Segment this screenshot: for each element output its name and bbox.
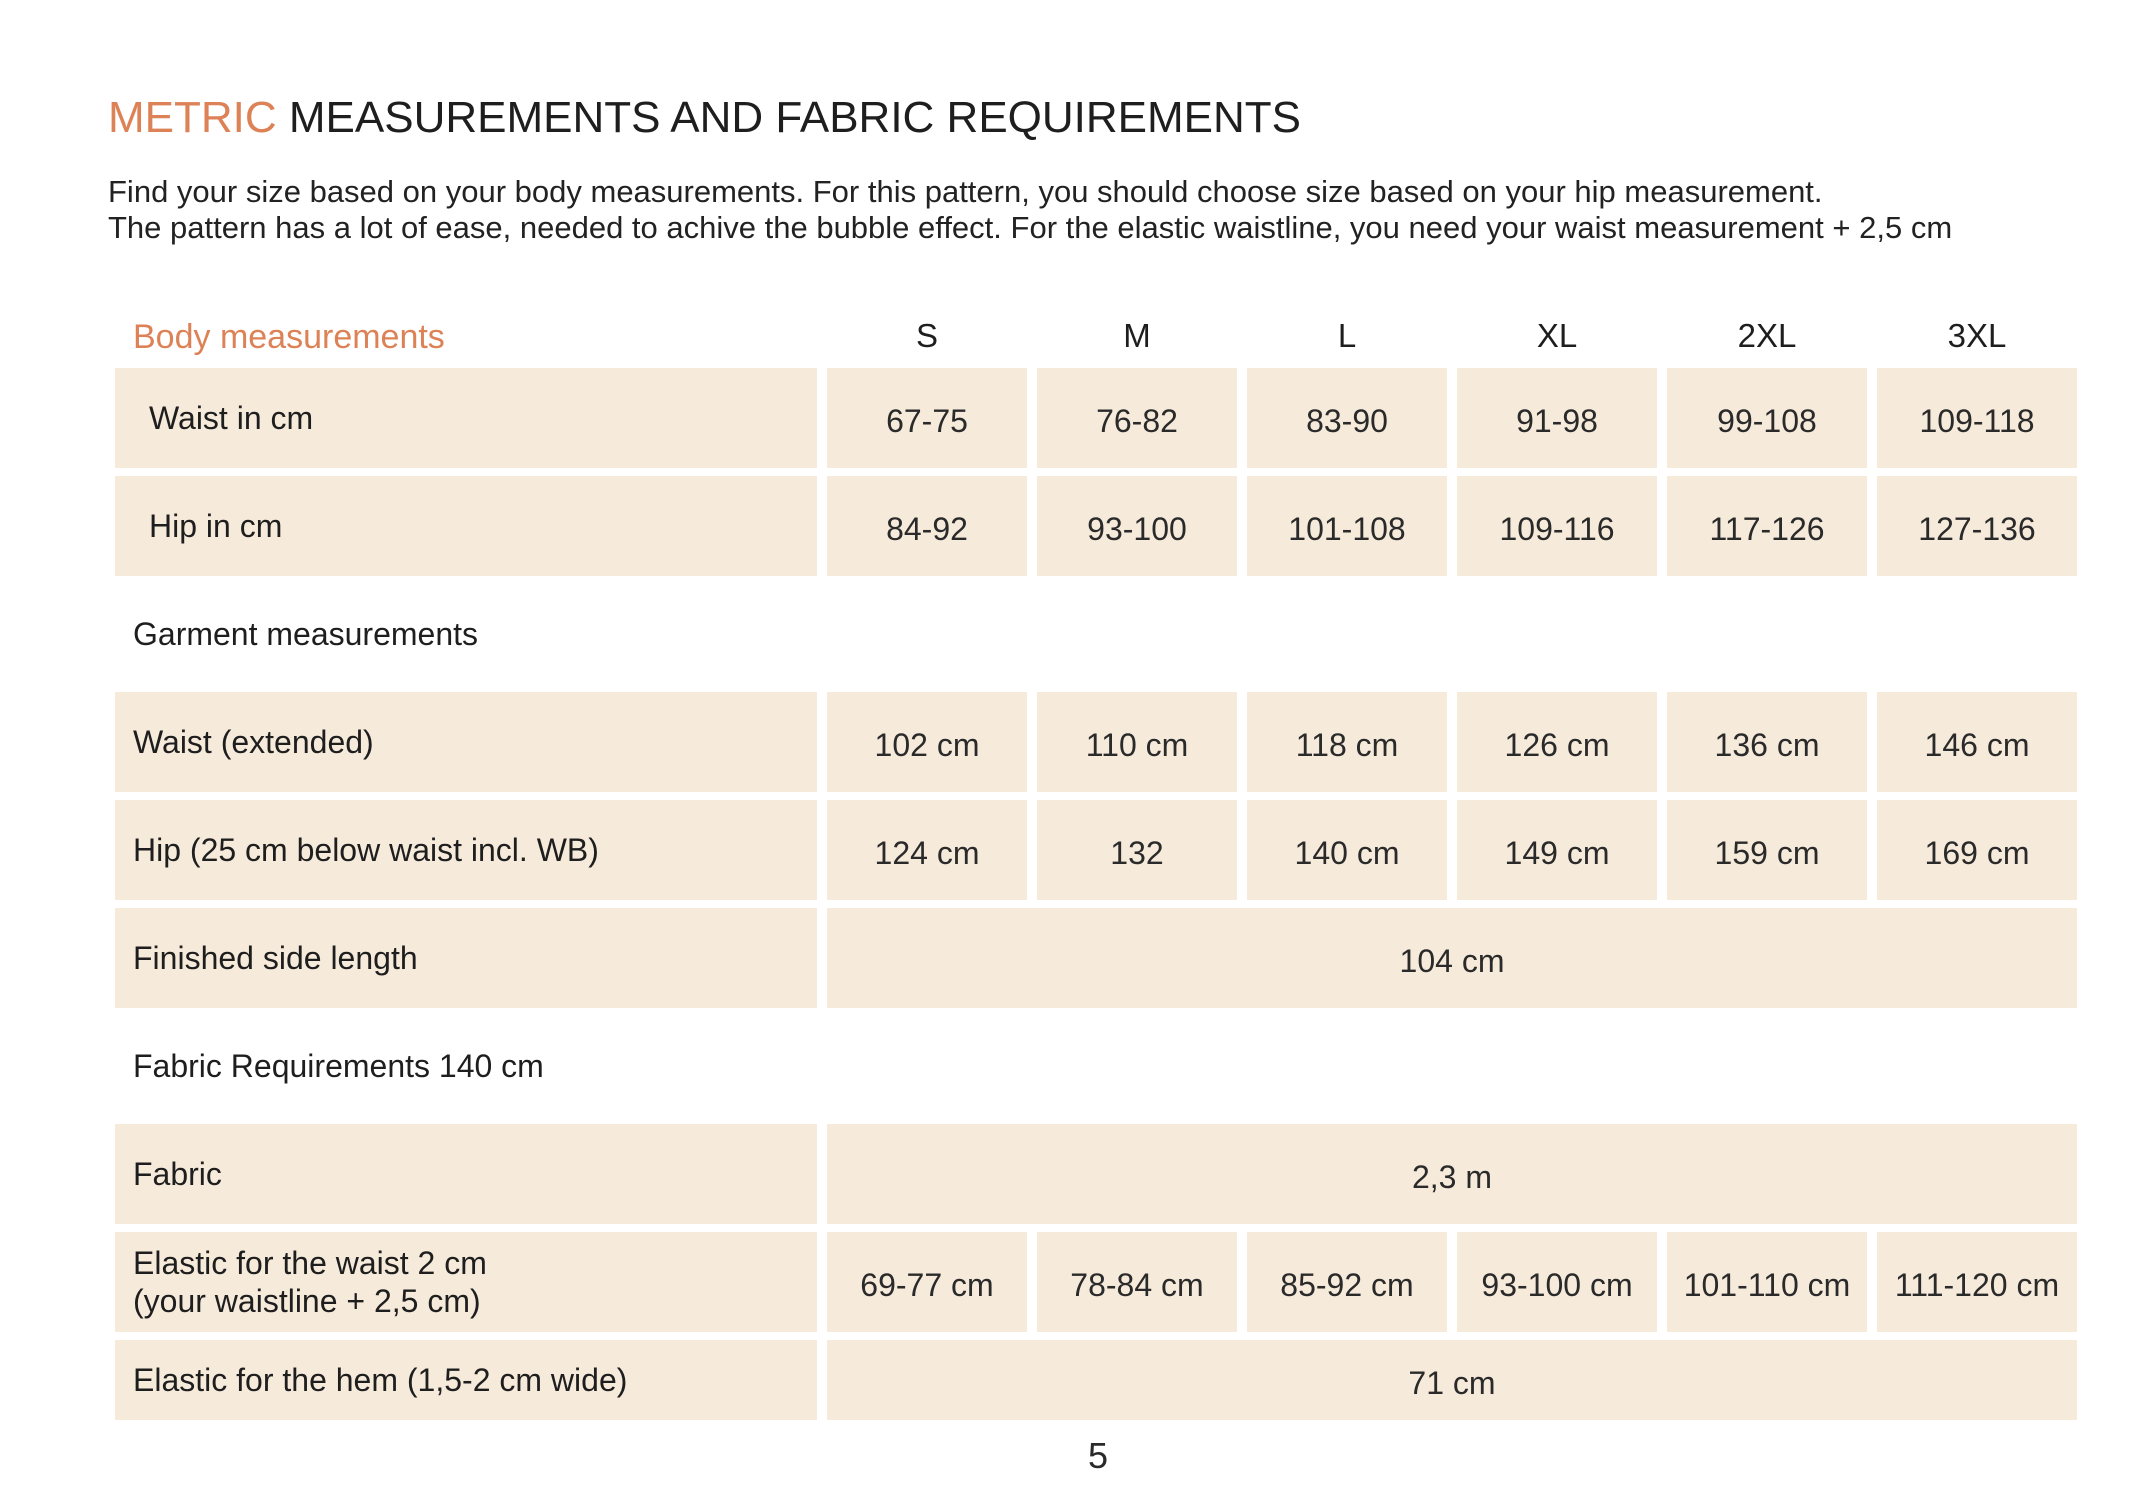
table-cell: 109-116: [1457, 476, 1657, 576]
table-row-garment-hip: [115, 800, 2079, 900]
table-row-elastic-hem: [115, 1340, 2079, 1420]
table-cell: 67-75: [827, 368, 1027, 468]
row-label-two-line: [133, 1244, 487, 1320]
size-header-s: S: [915, 317, 938, 354]
size-header-l: L: [1337, 317, 1357, 354]
intro-text: [108, 174, 1952, 246]
table-cell: 101-108: [1247, 476, 1447, 576]
table-cell: 118 cm: [1247, 692, 1447, 792]
row-label: Fabric: [115, 1124, 817, 1224]
body-measurements-heading: Body measurements: [133, 318, 445, 356]
table-cell: 85-92 cm: [1247, 1232, 1447, 1332]
table-cell: 78-84 cm: [1037, 1232, 1237, 1332]
fabric-section-row: [115, 1016, 2079, 1116]
table-cell: 136 cm: [1667, 692, 1867, 792]
table-cell-span: 104 cm: [827, 908, 2077, 1008]
table-cell: 127-136: [1877, 476, 2077, 576]
table-cell: 69-77 cm: [827, 1232, 1027, 1332]
table-cell: 159 cm: [1667, 800, 1867, 900]
table-row-fabric: [115, 1124, 2079, 1224]
row-label: Hip (25 cm below waist incl. WB): [115, 800, 817, 900]
table-row-waist: [115, 368, 2079, 468]
size-header-3xl: 3XL: [1947, 317, 2007, 354]
row-label: Waist in cm: [115, 368, 817, 468]
page-title: [108, 90, 1301, 146]
garment-measurements-heading: Garment measurements: [133, 616, 479, 652]
page-number: 5: [1087, 1435, 1109, 1476]
size-header-m: M: [1123, 317, 1151, 354]
table-cell: 140 cm: [1247, 800, 1447, 900]
size-header-xl: XL: [1536, 317, 1578, 354]
table-cell: 124 cm: [827, 800, 1027, 900]
table-cell: 91-98: [1457, 368, 1657, 468]
table-row-side-length: [115, 908, 2079, 1008]
title-accent: METRIC: [108, 93, 277, 142]
table-cell: 146 cm: [1877, 692, 2077, 792]
table-cell-span: 2,3 m: [827, 1124, 2077, 1224]
row-label: Finished side length: [115, 908, 817, 1008]
table-row-elastic-waist: [115, 1232, 2079, 1332]
table-cell: 110 cm: [1037, 692, 1237, 792]
table-cell: 102 cm: [827, 692, 1027, 792]
intro-line-1: Find your size based on your body measurements. For this pattern, you should choose size based on your hip measurement.: [108, 174, 1823, 209]
garment-section-row: [115, 584, 2079, 684]
table-cell: 93-100: [1037, 476, 1237, 576]
table-cell: 149 cm: [1457, 800, 1657, 900]
table-cell: 93-100 cm: [1457, 1232, 1657, 1332]
table-cell: 101-110 cm: [1667, 1232, 1867, 1332]
table-row-hip: [115, 476, 2079, 576]
row-label-line-1: Elastic for the waist 2 cm: [133, 1245, 487, 1281]
table-cell: 109-118: [1877, 368, 2077, 468]
table-header-row: [115, 300, 2079, 368]
table-cell: 99-108: [1667, 368, 1867, 468]
row-label-line-2: (your waistline + 2,5 cm): [133, 1283, 481, 1319]
table-cell: 83-90: [1247, 368, 1447, 468]
table-cell-span: 71 cm: [827, 1340, 2077, 1420]
table-cell: 84-92: [827, 476, 1027, 576]
table-cell: 117-126: [1667, 476, 1867, 576]
fabric-requirements-heading: Fabric Requirements 140 cm: [133, 1048, 544, 1084]
intro-line-2: The pattern has a lot of ease, needed to achive the bubble effect. For the elastic waistline, you need your waist measurement + 2,5 cm: [108, 210, 1953, 245]
table-row-waist-extended: [115, 692, 2079, 792]
row-label: Hip in cm: [115, 476, 817, 576]
table-cell: 132: [1037, 800, 1237, 900]
title-rest: MEASUREMENTS AND FABRIC REQUIREMENTS: [288, 93, 1302, 142]
table-cell: 126 cm: [1457, 692, 1657, 792]
row-label: Elastic for the hem (1,5-2 cm wide): [115, 1340, 817, 1420]
table-cell: 76-82: [1037, 368, 1237, 468]
row-label: Waist (extended): [115, 692, 817, 792]
measurements-table: [115, 300, 2079, 1428]
row-label: [115, 1232, 817, 1332]
size-header-2xl: 2XL: [1737, 317, 1797, 354]
table-cell: 111-120 cm: [1877, 1232, 2077, 1332]
table-cell: 169 cm: [1877, 800, 2077, 900]
